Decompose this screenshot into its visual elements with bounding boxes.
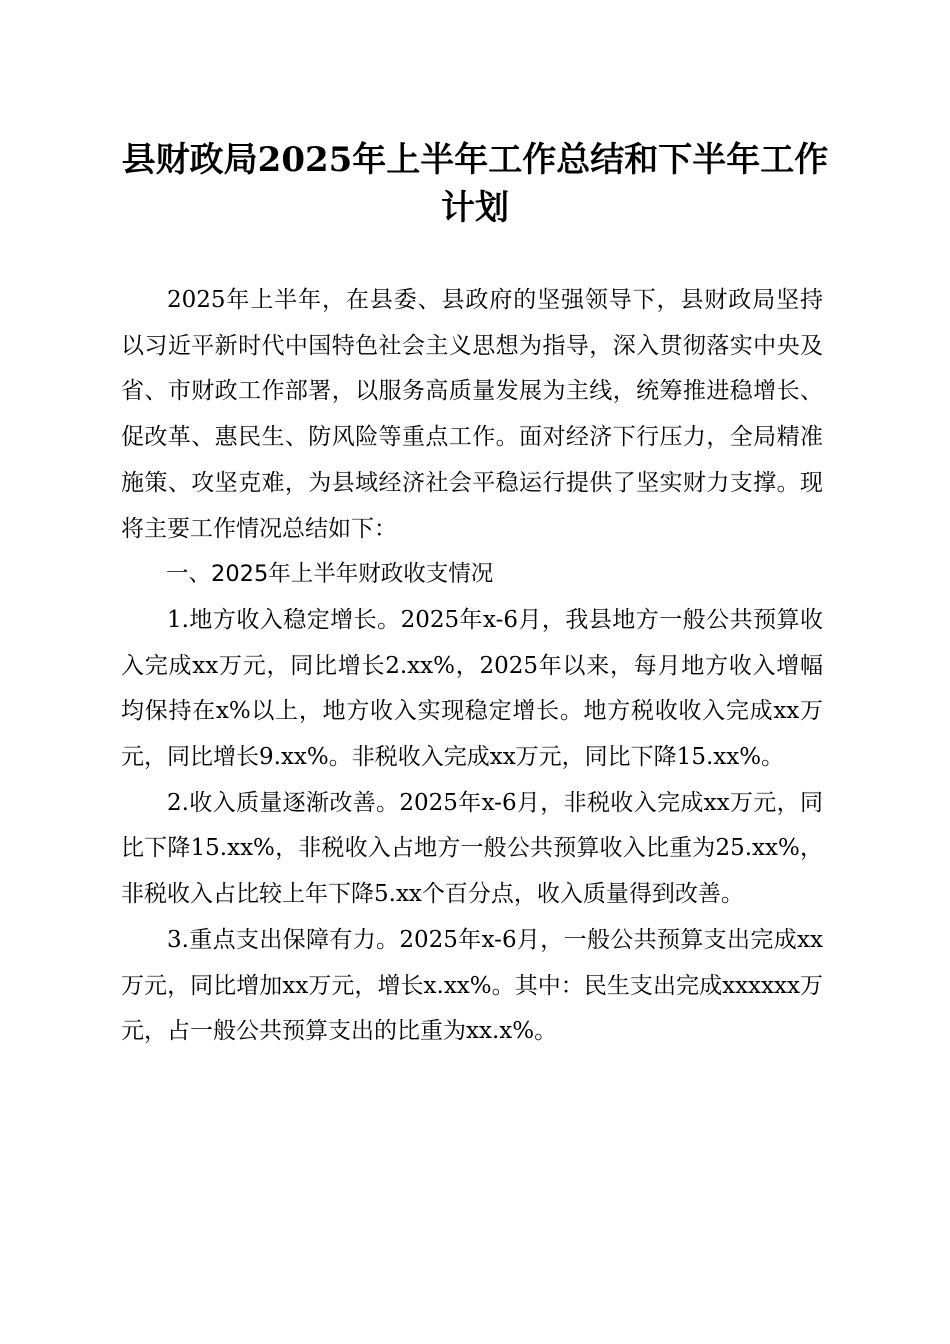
paragraph-local-revenue: 1.地方收入稳定增长。2025年x-6月，我县地方一般公共预算收入完成xx万元，同比增长2.xx%，2025年以来，每月地方收入增幅均保持在x%以上，地方收入实现稳定增长。地方税收收入完成xx万元，同比增长9.xx%。非税收入完成xx万元，同比下降15.xx%。 [121,606,823,771]
document-body [121,278,823,1055]
paragraph-revenue-quality: 2.收入质量逐渐改善。2025年x-6月，非税收入完成xx万元，同比下降15.xx%，非税收入占地方一般公共预算收入比重为25.xx%，非税收入占比较上年下降5.xx个百分点，收入质量得到改善。 [121,789,823,908]
intro-paragraph: 2025年上半年，在县委、县政府的坚强领导下，县财政局坚持以习近平新时代中国特色社会主义思想为指导，深入贯彻落实中央及省、市财政工作部署，以服务高质量发展为主线，统筹推进稳增长、促改革、惠民生、防风险等重点工作。面对经济下行压力，全局精准施策、攻坚克难，为县域经济社会平稳运行提供了坚实财力支撑。现将主要工作情况总结如下： [121,287,823,542]
section-heading: 一、2025年上半年财政收支情况 [166,561,494,588]
paragraph-key-expenditure: 3.重点支出保障有力。2025年x-6月，一般公共预算支出完成xx万元，同比增加xx万元，增长x.xx%。其中：民生支出完成xxxxxx万元，占一般公共预算支出的比重为xx.x%。 [121,926,823,1045]
document-title: 县财政局2025年上半年工作总结和下半年工作计划 [121,140,829,228]
